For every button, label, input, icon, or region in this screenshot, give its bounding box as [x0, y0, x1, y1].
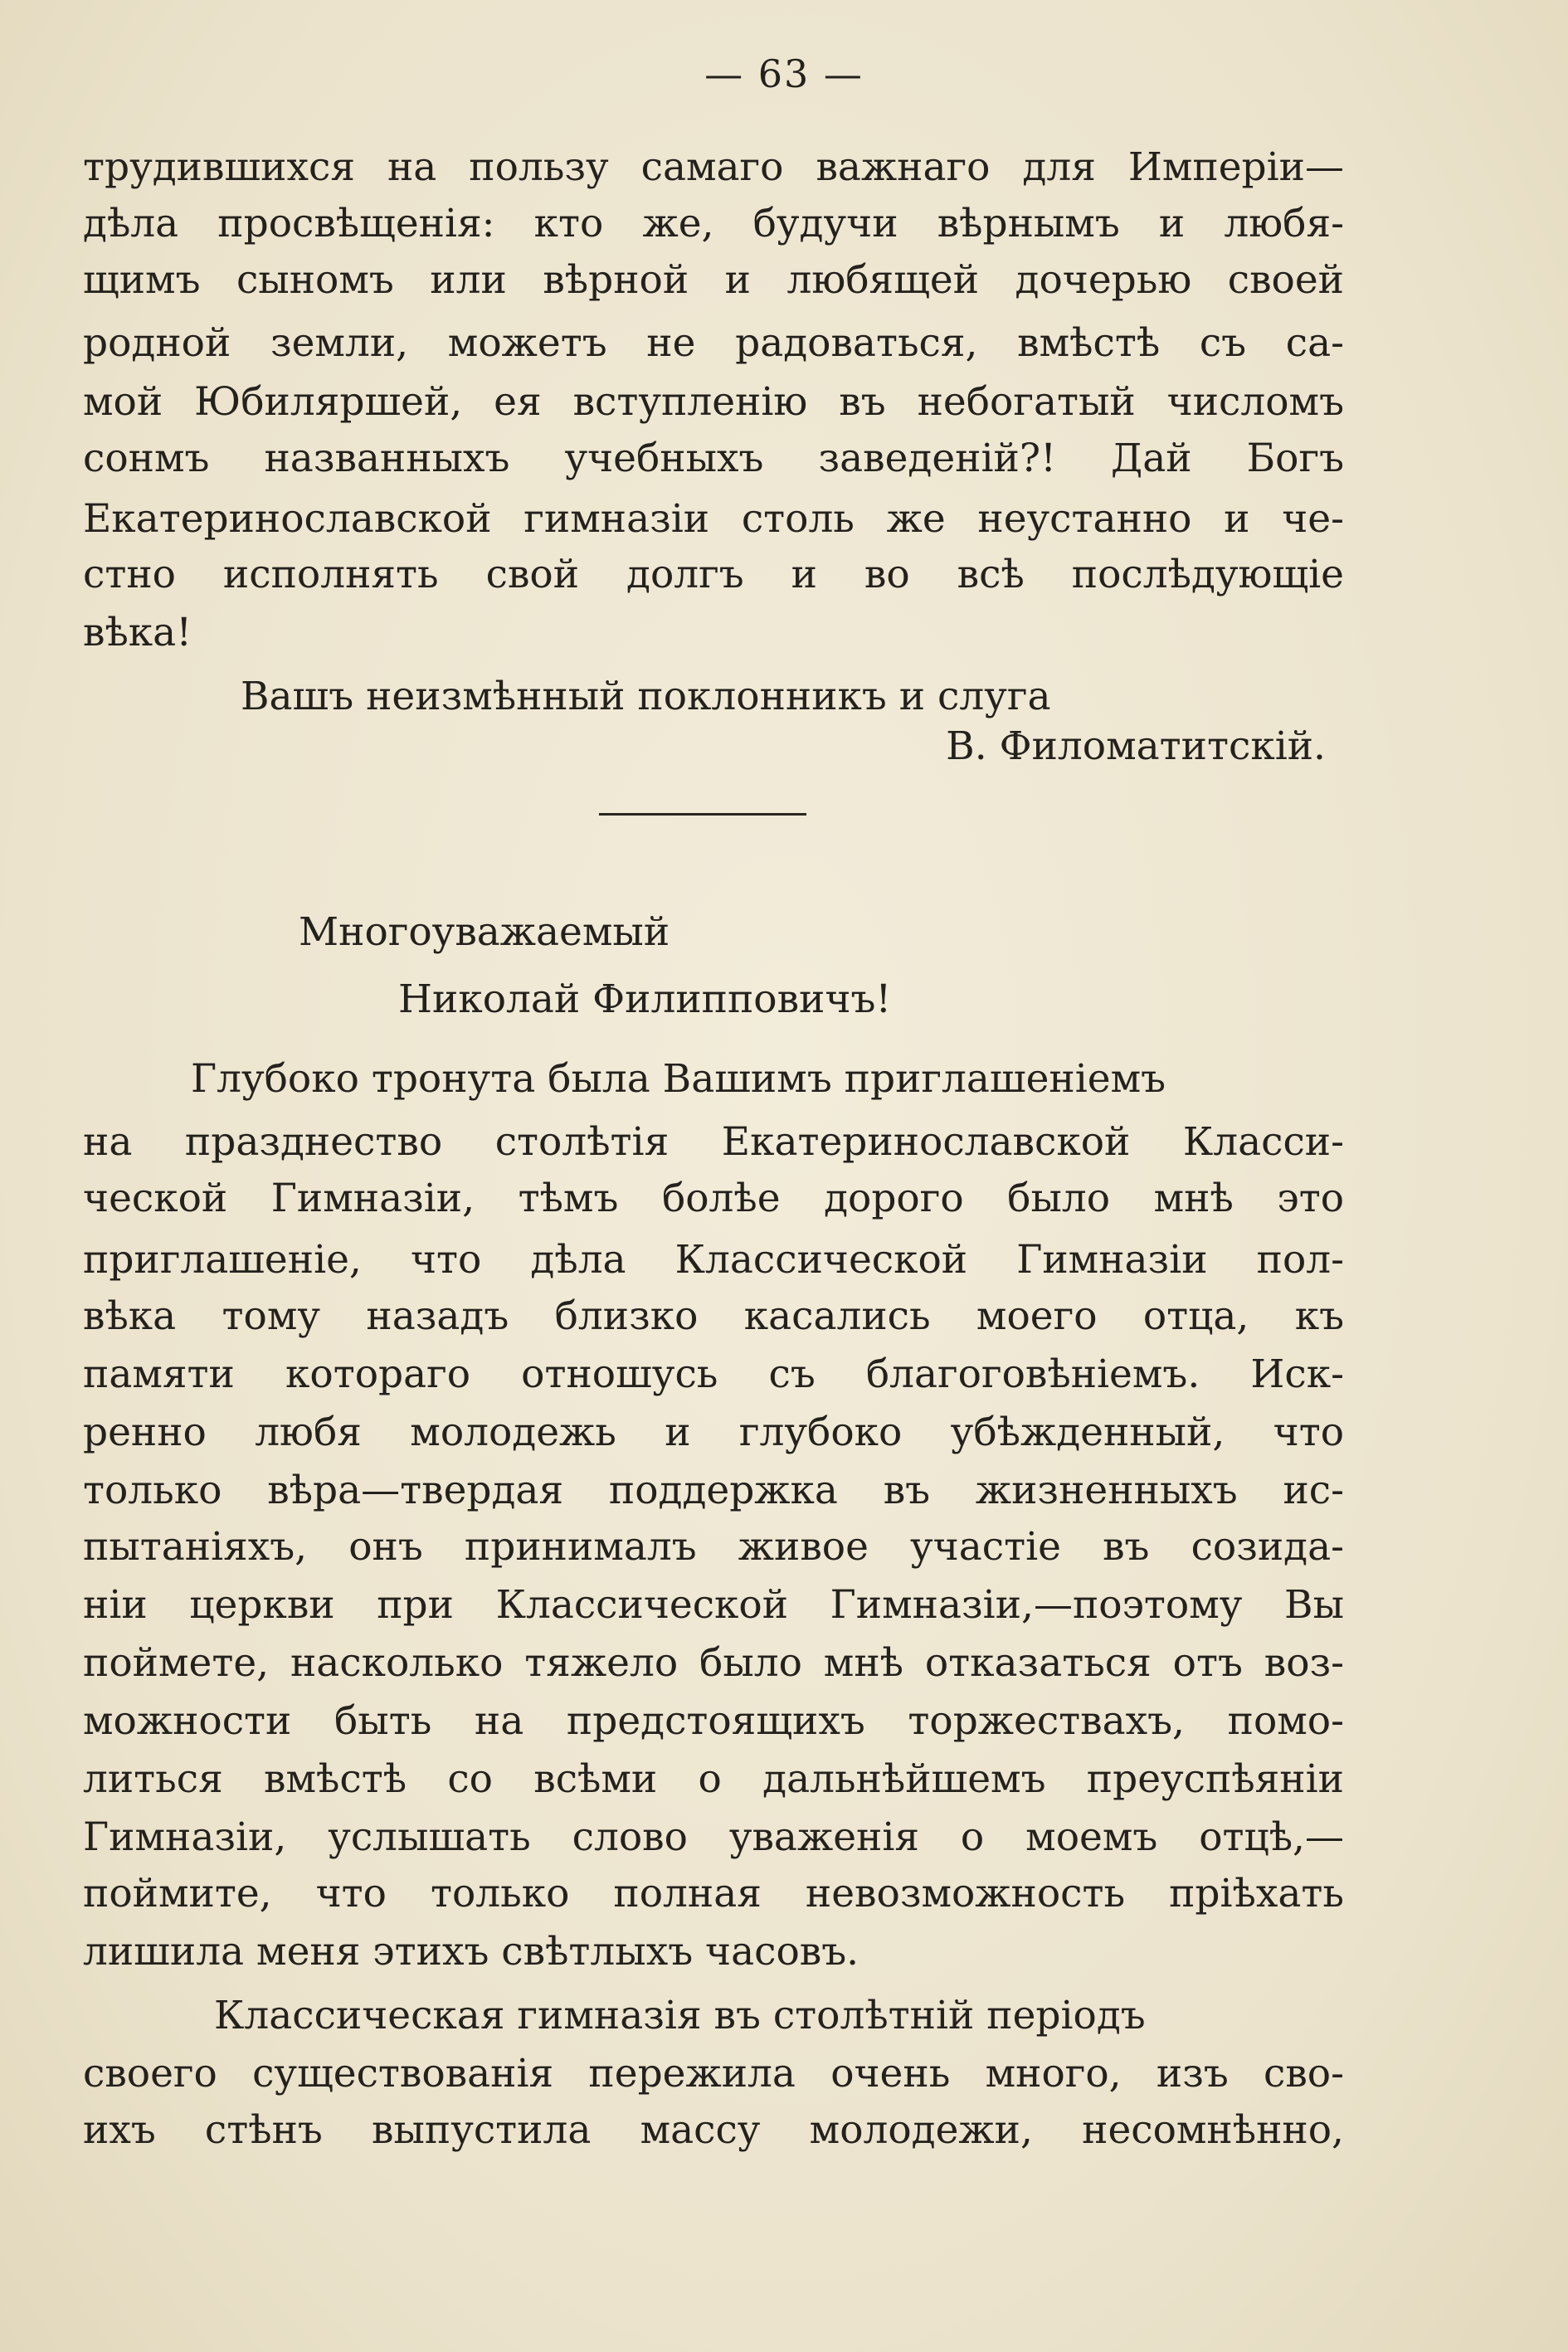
text-line: памяти котораго отношусь съ благоговѣніемъ. Иск- [83, 1351, 1344, 1397]
section-divider [599, 813, 806, 816]
text-line: Екатеринославской гимназіи столь же неустанно и че- [83, 496, 1344, 542]
text-line: трудившихся на пользу самаго важнаго для Имперіи— [83, 144, 1344, 190]
text-line: приглашеніе, что дѣла Классической Гимназіи пол- [83, 1237, 1344, 1283]
page-number: — 63 — [704, 51, 864, 96]
text-line: ренно любя молодежь и глубоко убѣжденный, что [83, 1410, 1344, 1455]
text-line: родной земли, можетъ не радоваться, вмѣстѣ съ са- [83, 320, 1344, 366]
text-line: литься вмѣстѣ со всѣми о дальнѣйшемъ преуспѣяніи [83, 1756, 1344, 1802]
salutation-line-1: Многоуважаемый [299, 909, 670, 955]
text-line: ихъ стѣнъ выпустила массу молодежи, несомнѣнно, [83, 2107, 1344, 2153]
text-line: поймите, что только полная невозможность пріѣхать [83, 1871, 1344, 1916]
text-line: вѣка! [83, 610, 192, 655]
closing-line: Вашъ неизмѣнный поклонникъ и слуга [241, 674, 1051, 719]
text-line: Гимназіи, услышать слово уваженія о моемъ отцѣ,— [83, 1814, 1344, 1860]
text-line: щимъ сыномъ или вѣрной и любящей дочерью своей [83, 257, 1344, 303]
text-line: поймете, насколько тяжело было мнѣ отказаться отъ воз- [83, 1640, 1344, 1686]
text-line: ніи церкви при Классической Гимназіи,—поэтому Вы [83, 1582, 1344, 1628]
text-line: дѣла просвѣщенія: кто же, будучи вѣрнымъ и любя- [83, 201, 1344, 246]
text-line: сонмъ названныхъ учебныхъ заведеній?! Дай Богъ [83, 436, 1344, 481]
text-line: ческой Гимназіи, тѣмъ болѣе дорого было мнѣ это [83, 1176, 1344, 1221]
text-line: можности быть на предстоящихъ торжествахъ, помо- [83, 1698, 1344, 1744]
text-line: мой Юбиляршей, ея вступленію въ небогатый числомъ [83, 379, 1344, 425]
text-line: только вѣра—твердая поддержка въ жизненныхъ ис- [83, 1468, 1344, 1513]
text-line: Глубоко тронута была Вашимъ приглашеніемъ [191, 1056, 1166, 1102]
text-line: своего существованія пережила очень много, изъ сво- [83, 2051, 1344, 2096]
text-line: пытаніяхъ, онъ принималъ живое участіе въ созида- [83, 1524, 1344, 1570]
salutation-line-2: Николай Филипповичъ! [398, 976, 892, 1022]
text-line: на празднество столѣтія Екатеринославской Класси- [83, 1119, 1344, 1165]
text-line: лишила меня этихъ свѣтлыхъ часовъ. [83, 1929, 859, 1975]
text-line: стно исполнять свой долгъ и во всѣ послѣдующіе [83, 552, 1344, 597]
text-line: Классическая гимназія въ столѣтній періодъ [214, 1993, 1146, 2038]
signature: В. Филоматитскій. [946, 723, 1326, 769]
text-line: вѣка тому назадъ близко касались моего отца, къ [83, 1293, 1344, 1339]
